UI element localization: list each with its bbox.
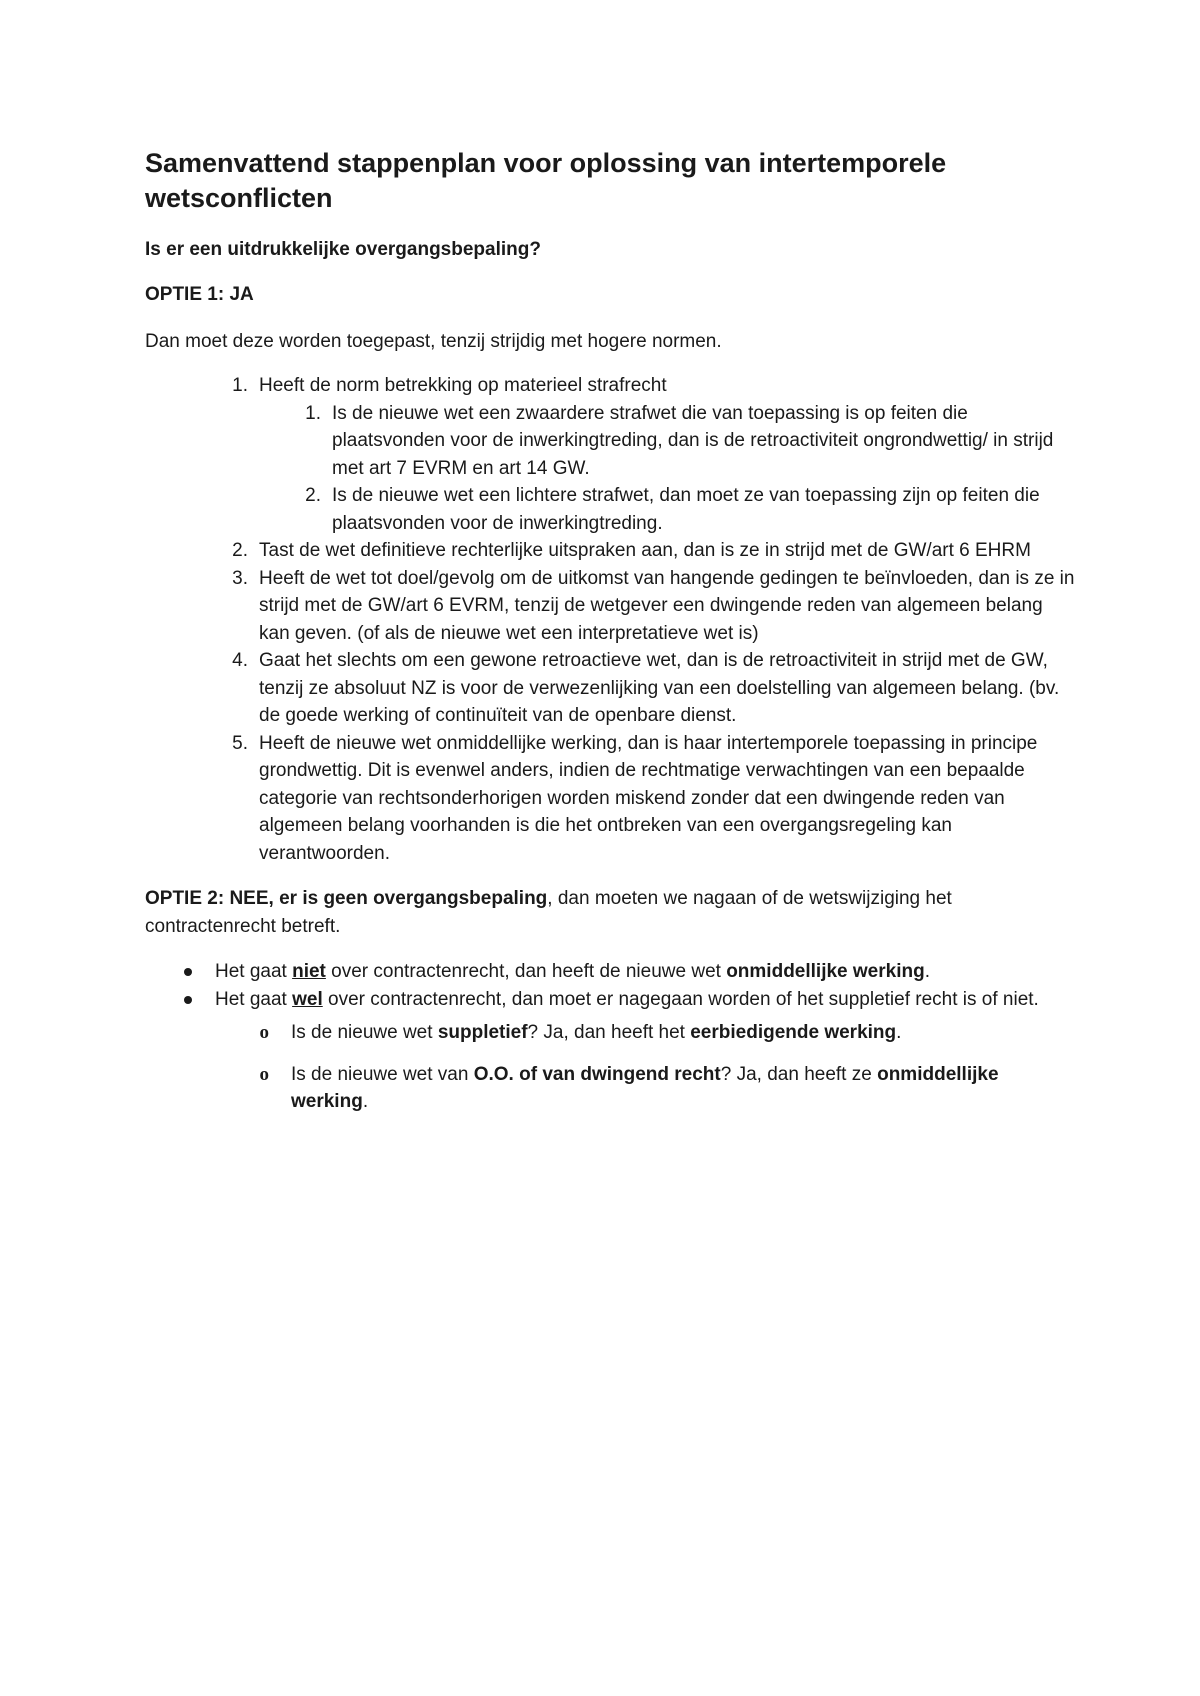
numbered-list [145,372,1075,867]
list-number: 3. [232,567,248,589]
list-number: 1. [232,375,248,396]
list-text: Is de nieuwe wet een zwaardere strafwet die van toepassing is op feiten die plaatsvonden voor de inwerkingtreding, dan is de retroactiviteit ongrondwettig/ in strijd met art 7 EVRM en art 14 GW. [332,402,1054,479]
optie1-heading: OPTIE 1: JA [145,284,254,305]
optie2-paragraph [145,885,1075,940]
bold-emphasis: suppletief [437,1022,528,1043]
list-number: 1. [305,402,321,424]
text-run: over contractenrecht, dan moet er nagegaan worden of het suppletief recht is of niet. [322,988,1039,1010]
circle-bullet-icon: o [259,1063,269,1085]
list-number: 4. [232,650,248,671]
document-content [145,146,1075,1130]
sub-list-item [145,482,1075,537]
list-number: 5. [232,732,248,754]
optie1-intro: Dan moet deze worden toegepast, tenzij strijdig met hogere normen. [145,331,722,352]
list-number: 2. [305,485,321,506]
list-item [145,537,1075,565]
bold-emphasis: onmiddellijke werking [291,1063,999,1112]
text-run: Is de nieuwe wet van [291,1063,474,1085]
sub-list-item [145,400,1075,483]
list-text: Heeft de wet tot doel/gevolg om de uitkomst van hangende gedingen te beïnvloeden, dan is ze in strijd met de GW/art 6 EVRM, tenzij de wetgever een dwingende reden van algemeen belang kan geven. (of als de nieuwe wet een interpretatieve wet is) [259,567,1075,644]
list-text: Tast de wet definitieve rechterlijke uitspraken aan, dan is ze in strijd met de GW/art 6 EHRM [259,540,1031,561]
text-run: Is de nieuwe wet [291,1022,438,1043]
bullet-icon [145,958,215,986]
text-run: Het gaat [215,988,293,1010]
bullet-item [145,986,1075,1014]
document-title: Samenvattend stappenplan voor oplossing van intertemporele wetsconflicten [145,148,947,213]
list-item [145,730,1075,868]
text-run: over contractenrecht, dan heeft de nieuwe wet [325,961,727,982]
sub-bullet-list [145,1019,1075,1116]
underlined-emphasis: niet [292,961,326,982]
list-text: Heeft de norm betrekking op materieel strafrecht [259,375,667,396]
optie2-heading: OPTIE 2: NEE, er is geen overgangsbepaling [145,888,548,909]
text-run: ? Ja, dan heeft ze [720,1063,878,1085]
list-item [145,565,1075,648]
bullet-list [145,958,1075,1116]
list-item [145,372,1075,400]
text-run: . [362,1091,369,1112]
list-item [145,647,1075,730]
text-run: . [896,1022,902,1043]
bullet-text [215,958,1075,986]
list-number: 2. [232,540,248,561]
bullet-text [215,986,1075,1014]
sub-bullet-text [291,1019,1075,1047]
text-run: Het gaat [215,961,293,982]
bullet-item [145,958,1075,986]
list-text: Gaat het slechts om een gewone retroactieve wet, dan is de retroactiviteit in strijd met de GW, tenzij ze absoluut NZ is voor de verwezenlijking van een doelstelling van algemeen belang. (bv. de goede werking of continuïteit van de openbare dienst. [259,650,1060,726]
list-text: Is de nieuwe wet een lichtere strafwet, dan moet ze van toepassing zijn op feiten die plaatsvonden voor de inwerkingtreding. [332,485,1040,534]
sub-bullet-text [291,1061,1075,1116]
bold-emphasis: O.O. of van dwingend recht [473,1063,721,1085]
sub-bullet-item [145,1061,1075,1116]
underlined-emphasis: wel [292,988,323,1010]
bullet-icon [145,986,215,1014]
text-run: ? Ja, dan heeft het [527,1022,691,1043]
text-run: . [924,961,930,982]
question-heading: Is er een uitdrukkelijke overgangsbepaling? [145,239,541,260]
bold-emphasis: eerbiedigende werking [690,1022,897,1043]
list-text: Heeft de nieuwe wet onmiddellijke werking, dan is haar intertemporele toepassing in principe grondwettig. Dit is evenwel anders, indien de rechtmatige verwachtingen van een bepaalde categorie van rechtsonderhorigen worden miskend zonder dat een dwingende reden van algemeen belang voorhanden is die het ontbreken van een overgangsregeling kan verantwoorden. [259,732,1038,864]
optie2-text: , dan moeten we nagaan of de wetswijziging het contractenrecht betreft. [145,888,952,937]
circle-bullet-icon: o [259,1022,269,1043]
bold-emphasis: onmiddellijke werking [726,961,925,982]
sub-bullet-item [145,1019,1075,1047]
